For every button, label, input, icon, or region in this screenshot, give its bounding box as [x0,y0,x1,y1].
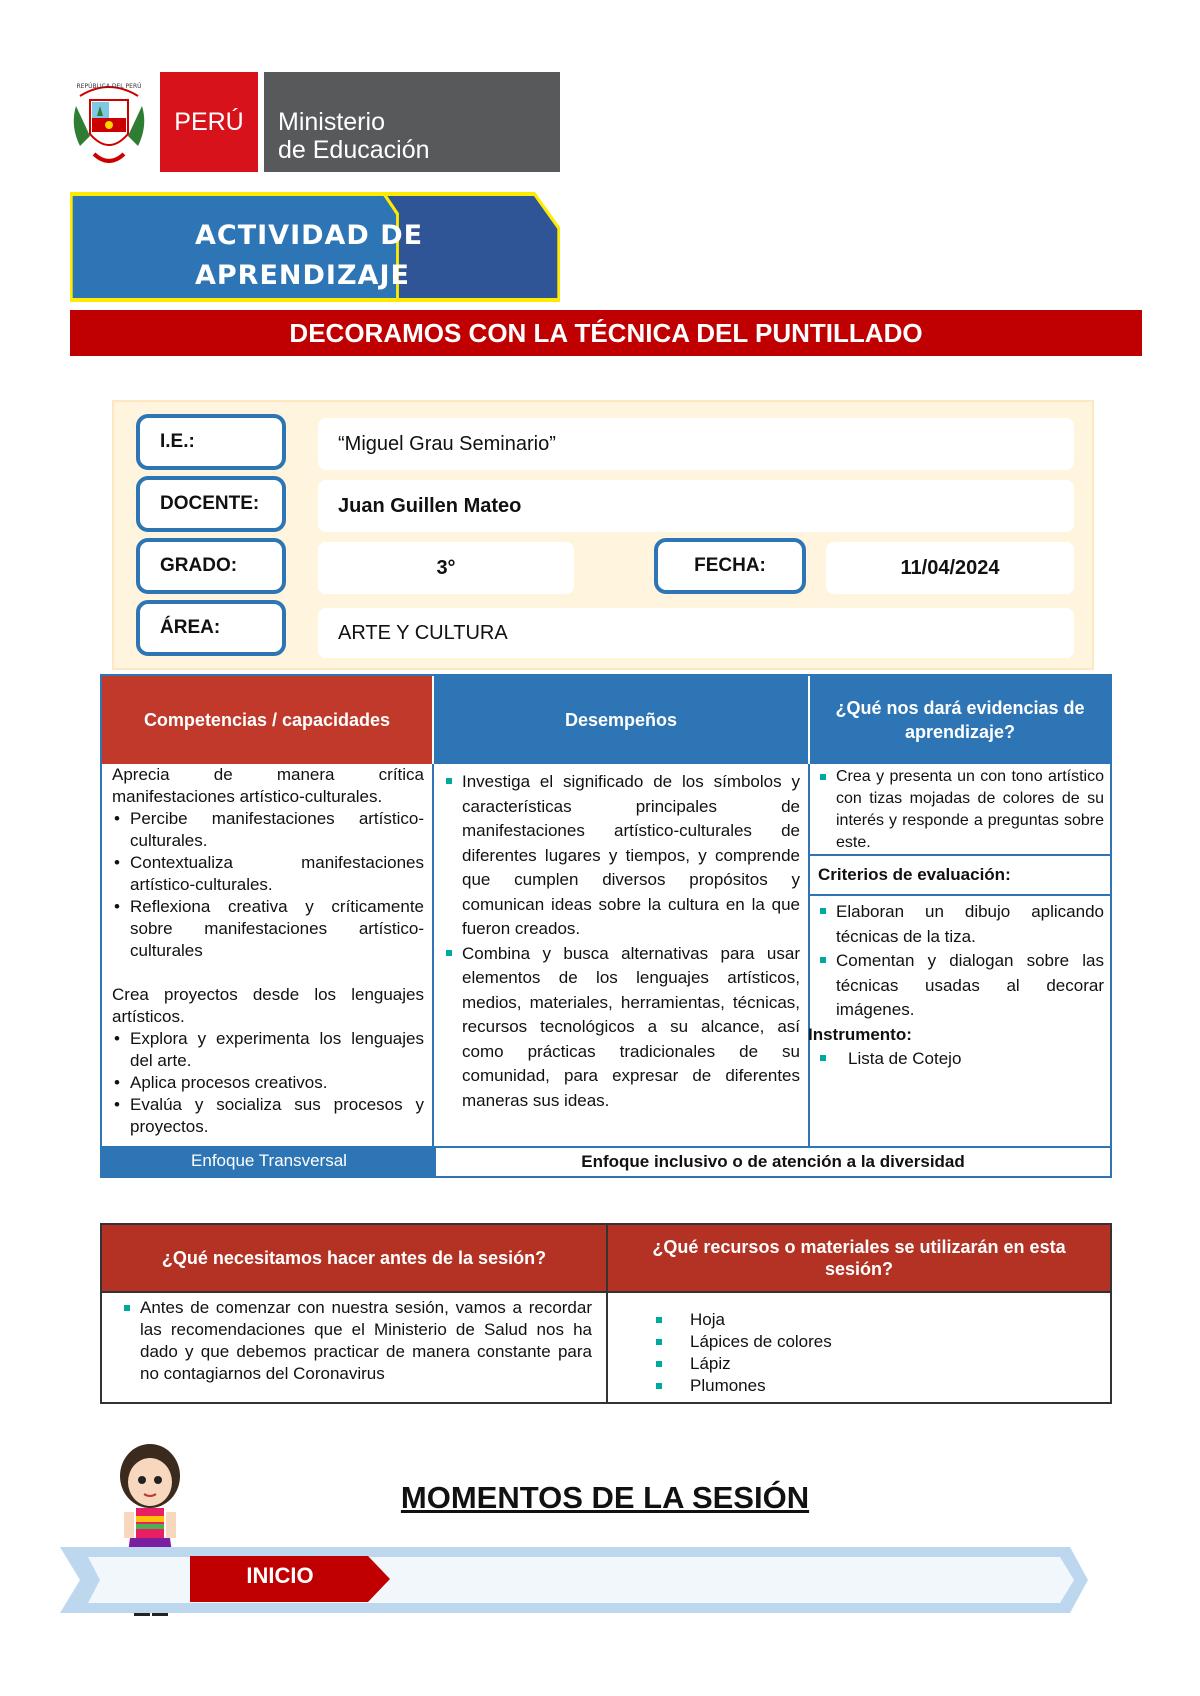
list-item: Elaboran un dibujo aplicando técnicas de la tiza. [818,900,1104,949]
peru-logo [160,72,258,172]
grade-title [560,216,780,296]
list-item: Combina y busca alternativas para usar elementos de los lenguajes artísticos, medios, materiales, herramientas, técnicas, recursos tecnológicos a su alcance, así como prácticas tradicionales de su comunidad, para expresar de diferentes maneras sus ideas. [444,942,800,1114]
header-evidencias: ¿Qué nos dará evidencias de aprendizaje? [810,676,1110,764]
header-desempenos: Desempeños [434,676,808,764]
column-divider [808,764,810,1146]
fecha-label: FECHA: [654,538,806,594]
docente-label: DOCENTE: [136,476,286,532]
row-divider [102,1291,1110,1293]
list-item: Lápiz [654,1353,1074,1375]
list-item: Investiga el significado de los símbolos y características principales de manifestaciones artístico-culturales de diferentes lugares y tiempos, y comprende que cumplen diversos propósitos y comunican ideas sobre la cultura en la que fueron creados. [444,770,800,942]
ministry-logo [264,72,560,172]
inicio-label: INICIO [246,1563,314,1588]
row-divider [810,894,1110,896]
column-divider [606,1225,608,1402]
list-item: • Aplica procesos creativos. [112,1072,424,1094]
list-item: Comentan y dialogan sobre las técnicas usadas al decorar imágenes. [818,949,1104,1023]
header-antes: ¿Qué necesitamos hacer antes de la sesión? [102,1225,606,1291]
area-value: ARTE Y CULTURA [318,608,1074,658]
materiales-cell [654,1309,1074,1397]
grade-line1: 3° Grado [646,220,780,251]
list-item: • Reflexiona creativa y críticamente sobre manifestaciones artístico-culturales [112,896,424,962]
evidencia-cell [818,766,1104,854]
area-label: ÁREA: [136,600,286,656]
info-panel [112,400,1094,670]
list-item: • Contextualiza manifestaciones artístico-culturales. [112,852,424,896]
activity-line2: APRENDIZAJE [195,260,410,291]
antes-list [122,1297,592,1385]
comp2-list [112,1028,424,1138]
ministry-line2: de Educación [278,136,430,164]
coat-of-arms-icon [70,76,148,168]
list-item: Lista de Cotejo [818,1047,1104,1072]
enfoque-value: Enfoque inclusivo o de atención a la diversidad [436,1146,1110,1176]
list-item: • Explora y experimenta los lenguajes del arte. [112,1028,424,1072]
comp1-title: Aprecia de manera crítica manifestaciones artístico-culturales. [112,765,424,806]
moments-title: MOMENTOS DE LA SESIÓN [400,1480,810,1515]
grado-value: 3° [318,542,574,594]
row-divider [810,854,1110,856]
preparation-table [100,1223,1112,1404]
desempenos-cell [444,770,800,1113]
header-competencias: Competencias / capacidades [102,676,432,764]
criterios-list [818,900,1104,1023]
activity-line1: ACTIVIDAD DE [195,220,424,251]
list-item: Lápices de colores [654,1331,1074,1353]
criterios-cell [808,900,1104,1072]
list-item: Plumones [654,1375,1074,1397]
list-item: • Percibe manifestaciones artístico-culturales. [112,808,424,852]
activity-title [195,216,515,296]
list-item: Crea y presenta un con tono artístico con tizas mojadas de colores de su interés y responde a preguntas sobre este. [818,766,1104,854]
grade-line2: de primaria [603,260,780,291]
antes-cell [122,1297,592,1385]
ministry-line1: Ministerio [278,108,385,136]
competencias-cell [112,764,424,1138]
docente-value: Juan Guillen Mateo [318,480,1074,532]
comp1-list [112,808,424,962]
header-materiales: ¿Qué recursos o materiales se utilizarán en esta sesión? [608,1225,1110,1291]
desempenos-list [444,770,800,1113]
session-title: DECORAMOS CON LA TÉCNICA DEL PUNTILLADO [70,310,1142,356]
svg-text:REPÚBLICA DEL PERÚ: REPÚBLICA DEL PERÚ [76,83,142,90]
column-divider [432,764,434,1146]
evidencia-list [818,766,1104,854]
list-item: Hoja [654,1309,1074,1331]
instrumento-label: Instrumento: [808,1024,912,1044]
list-item: Antes de comenzar con nuestra sesión, vamos a recordar las recomendaciones que el Ministerio de Salud nos ha dado y que debemos practicar de manera constante para no contagiarnos del Coronavirus [122,1297,592,1385]
ie-value: “Miguel Grau Seminario” [318,418,1074,470]
fecha-value: 11/04/2024 [826,542,1074,594]
peru-label: PERÚ [174,107,244,136]
comp2-title: Crea proyectos desde los lenguajes artísticos. [112,985,424,1026]
grado-label: GRADO: [136,538,286,594]
ie-label: I.E.: [136,414,286,470]
list-item: • Evalúa y socializa sus procesos y proyectos. [112,1094,424,1138]
enfoque-label: Enfoque Transversal [102,1146,436,1176]
materiales-list [654,1309,1074,1397]
competencies-table [100,674,1112,1178]
criterios-label: Criterios de evaluación: [818,865,1011,884]
instrumento-list [818,1047,1104,1072]
